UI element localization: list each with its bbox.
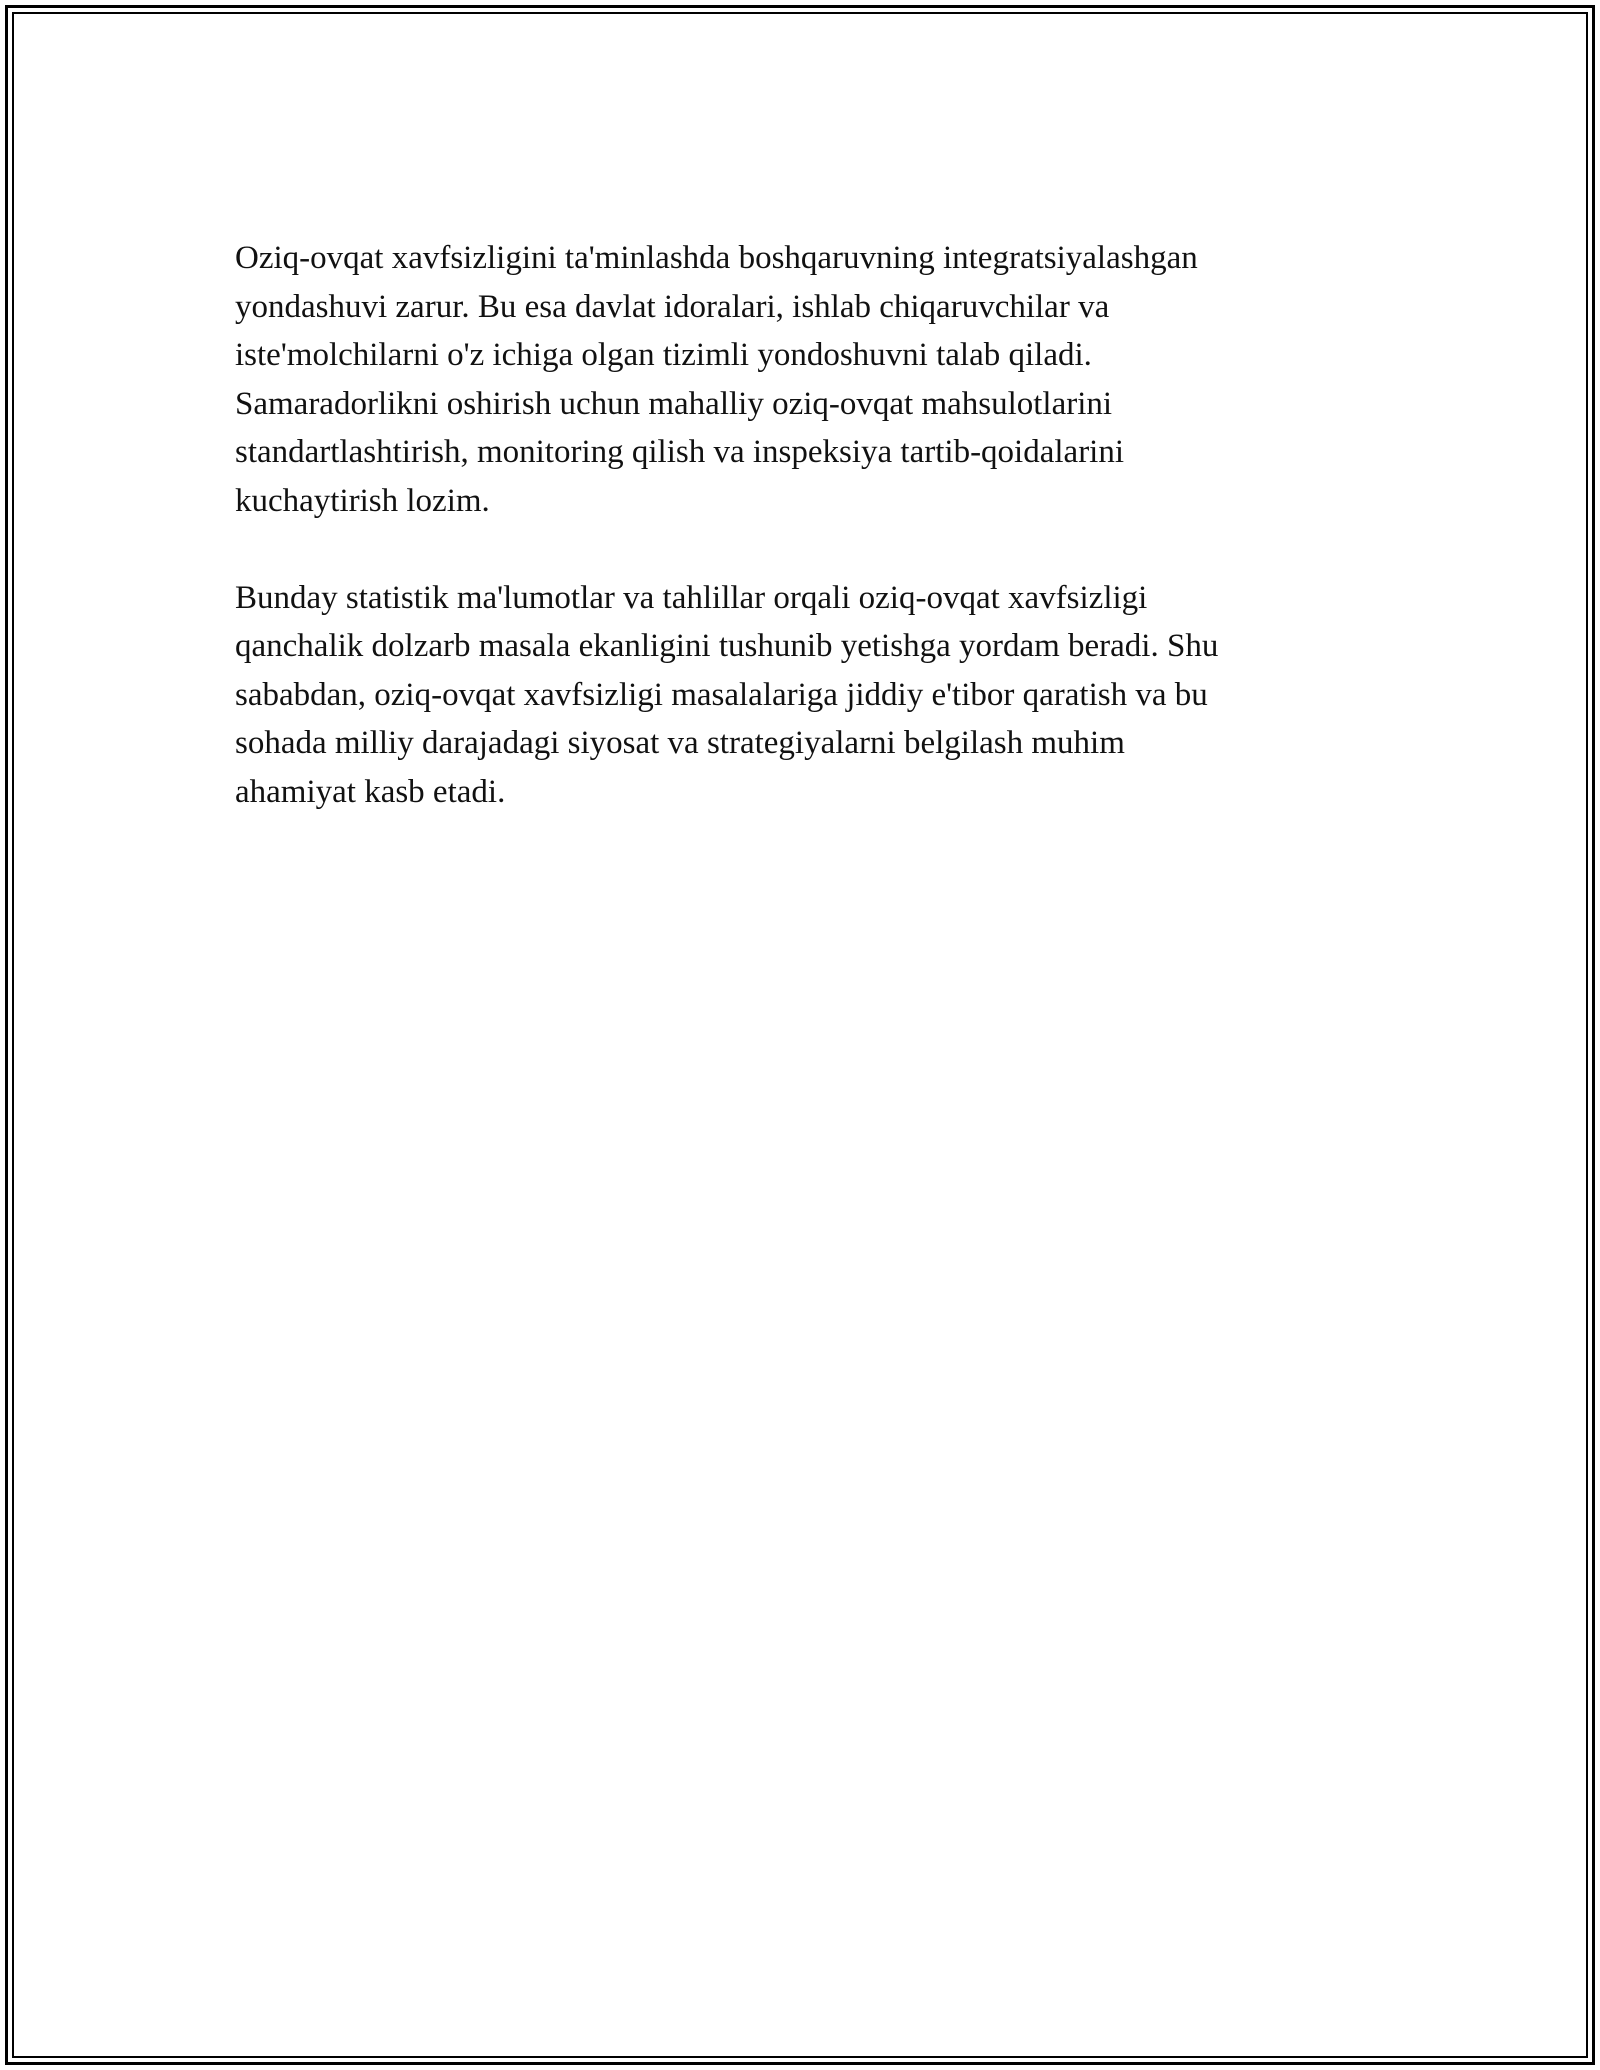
paragraph-line: kuchaytirish lozim. (235, 482, 490, 519)
paragraph-line: iste'molchilarni o'z ichiga olgan tizimli yondoshuvni talab qiladi. (235, 337, 1092, 373)
paragraph-line: Samaradorlikni oshirish uchun mahalliy oziq-ovqat mahsulotlarini (235, 385, 1113, 422)
paragraph-2 (235, 574, 1365, 817)
paragraph-line: ahamiyat kasb etadi. (235, 773, 506, 810)
paragraph-line: Bunday statistik ma'lumotlar va tahlillar orqali oziq-ovqat xavfsizligi (235, 579, 1148, 616)
paragraph-line: Oziq-ovqat xavfsizligini ta'minlashda boshqaruvning integratsiyalashgan (235, 240, 1198, 276)
paragraph-line: qanchalik dolzarb masala ekanligini tushunib yetishga yordam beradi. Shu (235, 628, 1219, 664)
paragraph-line: yondashuvi zarur. Bu esa davlat idoralari, ishlab chiqaruvchilar va (235, 288, 1110, 325)
paragraph-line: sohada milliy darajadagi siyosat va strategiyalarni belgilash muhim (235, 725, 1125, 761)
document-body (235, 234, 1365, 865)
paragraph-line: sababdan, oziq-ovqat xavfsizligi masalalariga jiddiy e'tibor qaratish va bu (235, 676, 1208, 713)
paragraph-line: standartlashtirish, monitoring qilish va inspeksiya tartib-qoidalarini (235, 434, 1125, 470)
paragraph-1 (235, 234, 1365, 525)
